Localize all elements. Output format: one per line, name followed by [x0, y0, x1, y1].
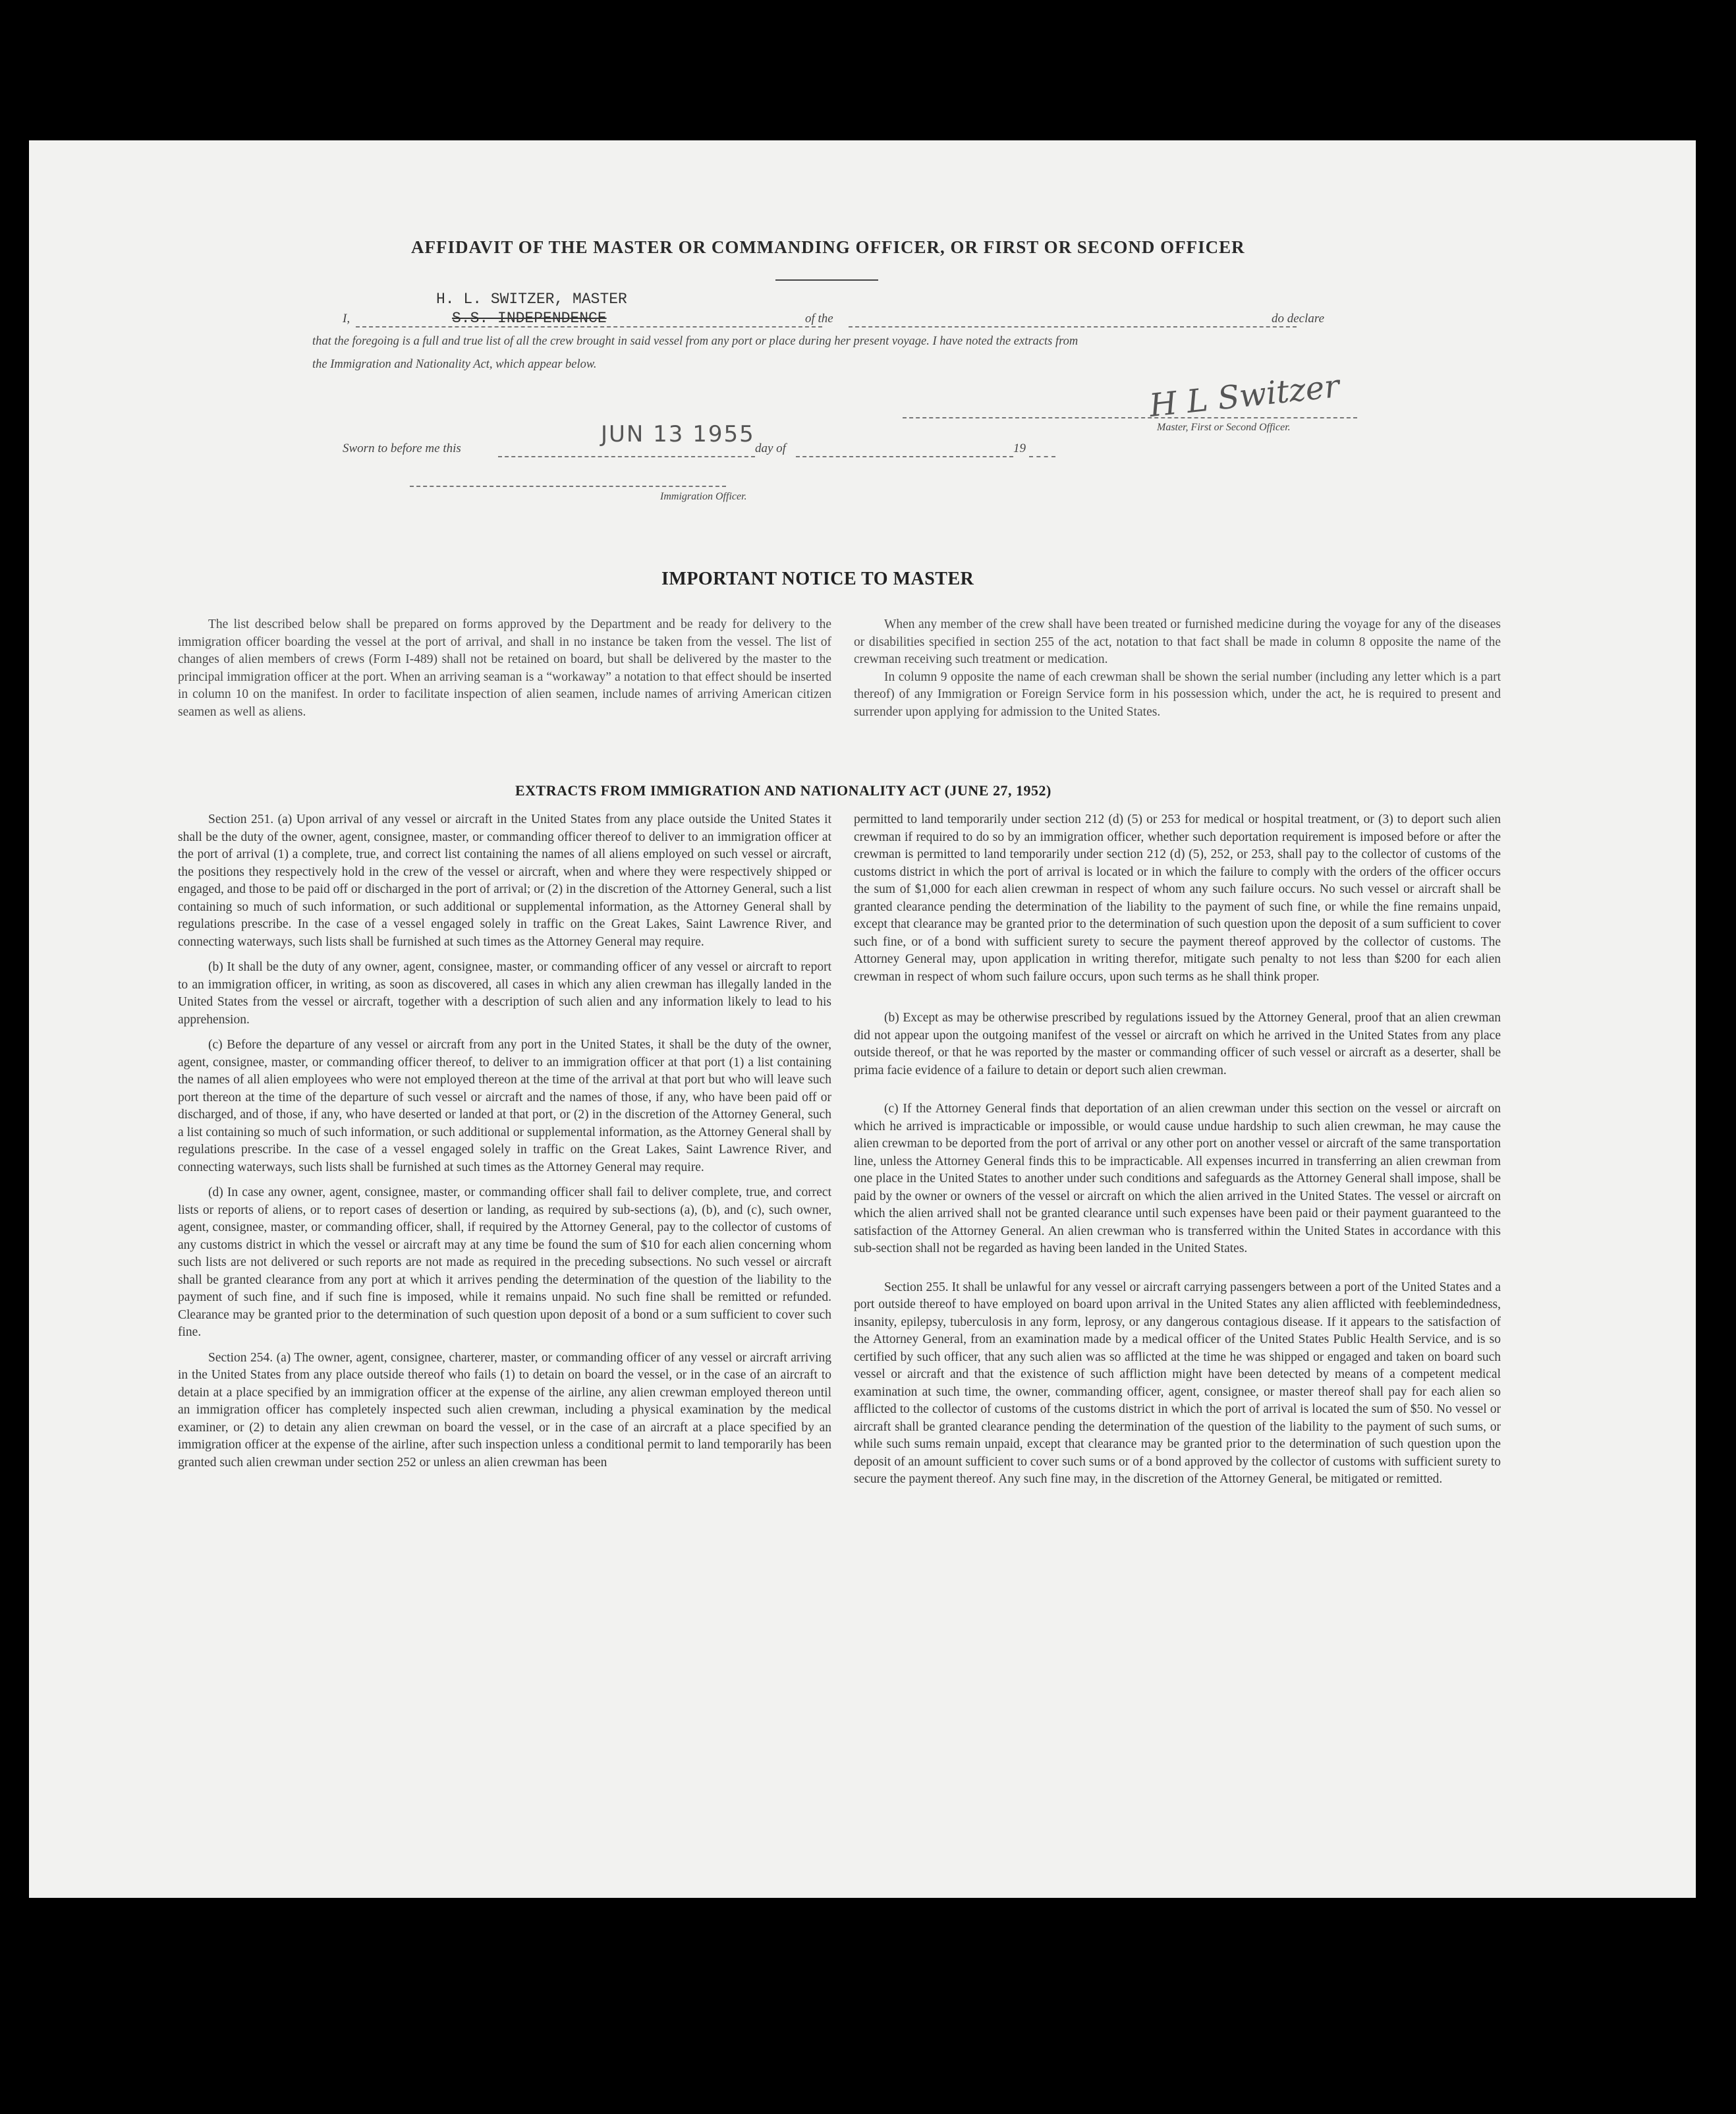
officer-label: Immigration Officer. [660, 491, 747, 502]
intro-i: I, [343, 312, 350, 326]
document-page [29, 140, 1696, 1898]
section-254-b: (b) Except as may be otherwise prescribed by regulations issued by the Attorney General, proof that an alien crewman did not appear upon the outgoing manifest of the vessel or aircraft on which he arrived in the United States from any place outside thereof, or that he was reported by the master or commanding officer of such vessel or aircraft as a deserter, shall be prima facie evidence of a failure to detain or deport such alien crewman. [854, 1011, 1501, 1077]
sworn-day-line [498, 456, 755, 457]
day-of-label: day of [755, 442, 786, 455]
section-251-a: Section 251. (a) Upon arrival of any vessel or aircraft in the United States from any place outside the United States it shall be the duty of the owner, agent, consignee, master, or commanding officer thereof to deliver to an immigration officer at the port of arrival (1) a complete, true, and correct list containing the names of all aliens employed on such vessel or aircraft, the positions they respectively hold in the crew of the vessel or aircraft, when and where they were respectively shipped or engaged, and those to be paid off or discharged in the port of arrival; or (2) in the discretion of the Attorney General, such a list containing so much of such information, or such additional or supplemental information, as the Attorney General shall by regulations prescribe. In the case of a vessel engaged solely in traffic on the Great Lakes, Saint Lawrence River, and connecting waterways, such lists shall be furnished at such times as the Attorney General may require. [178, 813, 831, 949]
section-251-b: (b) It shall be the duty of any owner, agent, consignee, master, or commanding officer of any vessel or aircraft to report to an immigration officer, in writing, as soon as discovered, all cases in which any alien crewman has illegally landed in the United States from the vessel or aircraft, together with a description of such alien and any information likely to lead to his apprehension. [178, 960, 831, 1027]
section-254-a-cont: permitted to land temporarily under section 212 (d) (5) or 253 for medical or hospital treatment, or (3) to deport such alien crewman if required to do so by an immigration officer, whether such deportation requirement is imposed before or after the crewman is permitted to land temporarily under section 212 (d) (5), 252, or 253, shall pay to the collector of customs of the customs district in which the port of arrival is located or in which the failure to comply with the orders of the officer occurs the sum of $1,000 for each alien crewman in respect of whom any such failure occurs. No such vessel or aircraft shall be granted clearance pending the determination of the liability to the payment of such fine, or while the fine remains unpaid, except that clearance may be granted prior to the determination of such question upon the deposit of a sum sufficient to cover such fine, or of a bond with sufficient surety to secure the payment thereof approved by the collector of customs. The Attorney General may, upon application in writing therefor, mitigate such penalty to not less than $200 for each alien crewman in respect of whom such failure occurs, upon such terms as he shall think proper. [854, 813, 1501, 984]
affidavit-title: AFFIDAVIT OF THE MASTER OR COMMANDING OFFICER, OR FIRST OR SECOND OFFICER [411, 237, 1245, 257]
signature-line [903, 417, 1357, 418]
notice-right [854, 616, 1501, 721]
vessel-line [849, 326, 1297, 328]
officer-line [410, 486, 726, 487]
notice-left [178, 616, 831, 721]
section-251-d: (d) In case any owner, agent, consignee, master, or commanding officer shall fail to deliver complete, true, and correct lists or reports of aliens, or to report cases of desertion or landing, as required by sub-sections (a), (b), and (c), such owner, agent, consignee, master, or commanding officer, shall, if required by the Attorney General, pay to the collector of customs of any customs district in which the vessel or aircraft may at any time be found the sum of $10 for each alien concerning whom such lists are not delivered or such reports are not made as required in the preceding subsections. No such vessel or aircraft shall be granted clearance from any port at which it arrives pending the determination of the question of the liability to the payment of such fine, and if such fine is imposed, while it remains unpaid. No such fine shall be remitted or refunded. Clearance may be granted prior to the determination of such question upon deposit of a bond or a sum sufficient to cover such fine. [178, 1186, 831, 1339]
master-signature: H L Switzer [1147, 368, 1341, 424]
year-line [1029, 456, 1055, 457]
declaration-line-3: the Immigration and Nationality Act, which appear below. [312, 358, 597, 371]
section-251-c: (c) Before the departure of any vessel or aircraft from any port in the United States, it shall be the duty of the owner, agent, consignee, master, or commanding officer thereof, to deliver to an immigration officer at that port (1) a list containing the names of all alien employees who were not employed thereon at the time of the arrival at that port but who will leave such port thereon at the time of the departure of such vessel or aircraft and the names of those, if any, who have been paid off or discharged, and of those, if any, who have deserted or landed at that port, or (2) in the discretion of the Attorney General, such a list containing so much of such information, or such additional or supplemental information, as the Attorney General shall by regulations prescribe. In the case of a vessel engaged solely in traffic on the Great Lakes, Saint Lawrence River, and connecting waterways, such lists shall be furnished at such times as the Attorney General may require. [178, 1038, 831, 1174]
extracts-right-column [854, 811, 1501, 1497]
section-255: Section 255. It shall be unlawful for any vessel or aircraft carrying passengers between a port of the United States and a port outside thereof to have employed on board upon arrival in the United States any alien afflicted with feeblemindedness, insanity, epilepsy, tuberculosis in any form, leprosy, or any dangerous contagious disease. If it appears to the satisfaction of the Attorney General, from an examination made by a medical officer of the United States Public Health Service, and is so certified by such officer, that any such alien was so afflicted at the time he was shipped or engaged and taken on board such vessel or aircraft and that the existence of such affliction might have been detected by means of a competent medical examination at such time, the owner, commanding officer, agent, consignee, or master thereof shall pay for each alien so afflicted to the collector of customs of the customs district in which the port of arrival is located the sum of $50. No vessel or aircraft shall be granted clearance pending the determination of the question of the liability to the payment of such sums, or while such sums remain unpaid, except that clearance may be granted prior to the determination of such question upon the deposit of an amount sufficient to cover such sums or of a bond approved by the collector of customs with sufficient surety to secure the payment thereof. Any such fine may, in the discretion of the Attorney General, be mitigated or remitted. [854, 1280, 1501, 1486]
notice-right-text-1: When any member of the crew shall have been treated or furnished medicine during the voyage for any of the diseases or disabilities specified in section 255 of the act, notation to that fact shall be made in column 8 opposite the name of the crewman receiving such treatment or medication. [854, 617, 1501, 666]
section-254-c: (c) If the Attorney General finds that deportation of an alien crewman under this section on the vessel or aircraft on which he arrived is impracticable or impossible, or would cause undue hardship to such alien crewman, he may cause the alien crewman to be deported from the port of arrival or any other port on another vessel or aircraft of the same transportation line, unless the Attorney General finds this to be impracticable. All expenses incurred in transferring an alien crewman from one place in the United States to another under such conditions and safeguards as the Attorney General shall impose, shall be paid by the owner or owners of the vessel or aircraft on which the alien arrived in the United States. The vessel or aircraft on which the alien arrived shall not be granted clearance until such expenses have been paid or their payment guaranteed to the satisfaction of the Attorney General. An alien crewman who is transferred within the United States in accordance with this sub-section shall not be regarded as having been landed in the United States. [854, 1102, 1501, 1255]
declaration-line-2: that the foregoing is a full and true list of all the crew brought in said vessel from any port or place during her present voyage. I have noted the extracts from [312, 335, 1078, 348]
section-254-a: Section 254. (a) The owner, agent, consignee, charterer, master, or commanding officer of any vessel or aircraft arriving in the United States from any place outside thereof who fails (1) to detain on board the vessel, or in the case of an aircraft to detain at a place specified by an immigration officer at the expense of the airline, any alien crewman employed thereon until an immigration officer has completely inspected such alien crewman, including a physical examination by the medical examiner, or (2) to detain any alien crewman on board the vessel, or in the case of an aircraft at a place specified by an immigration officer at the expense of the airline, after such inspection unless a conditional permit to land temporarily has been granted such alien crewman under section 252 or unless an alien crewman has been [178, 1350, 831, 1470]
typed-vessel-name: S.S. INDEPENDENCE [452, 310, 607, 327]
month-line [796, 456, 1013, 457]
notice-right-text-2: In column 9 opposite the name of each crewman shall be shown the serial number (including any letter which is a part thereof) of any Immigration or Foreign Service form in his possession which, under the act, he is required to present and surrender upon applying for admission to the United States. [854, 670, 1501, 719]
extracts-left-column [178, 811, 831, 1479]
date-stamp: JUN 13 1955 [601, 421, 755, 447]
year-prefix: 19 [1013, 442, 1026, 455]
sworn-label: Sworn to before me this [343, 442, 461, 455]
extracts-title: EXTRACTS FROM IMMIGRATION AND NATIONALITY ACT (JUNE 27, 1952) [515, 782, 1051, 799]
typed-master-name: H. L. SWITZER, MASTER [436, 291, 627, 308]
master-label: Master, First or Second Officer. [1157, 422, 1291, 433]
title-rule [775, 279, 878, 281]
notice-title: IMPORTANT NOTICE TO MASTER [661, 569, 974, 589]
notice-left-text: The list described below shall be prepared on forms approved by the Department and be ready for delivery to the immigration officer boarding the vessel at the port of arrival, and shall in no instance be taken from the vessel. The list of changes of alien members of crews (Form I-489) shall not be retained on board, but shall be delivered by the master to the principal immigration officer at the port. When an arriving seaman is a “workaway” a notation to that effect should be inserted in column 10 on the manifest. In order to facilitate inspection of alien seamen, include names of arriving American citizen seamen as well as aliens. [178, 617, 831, 719]
of-the-label: of the [805, 312, 833, 326]
do-declare-label: do declare [1272, 312, 1325, 326]
